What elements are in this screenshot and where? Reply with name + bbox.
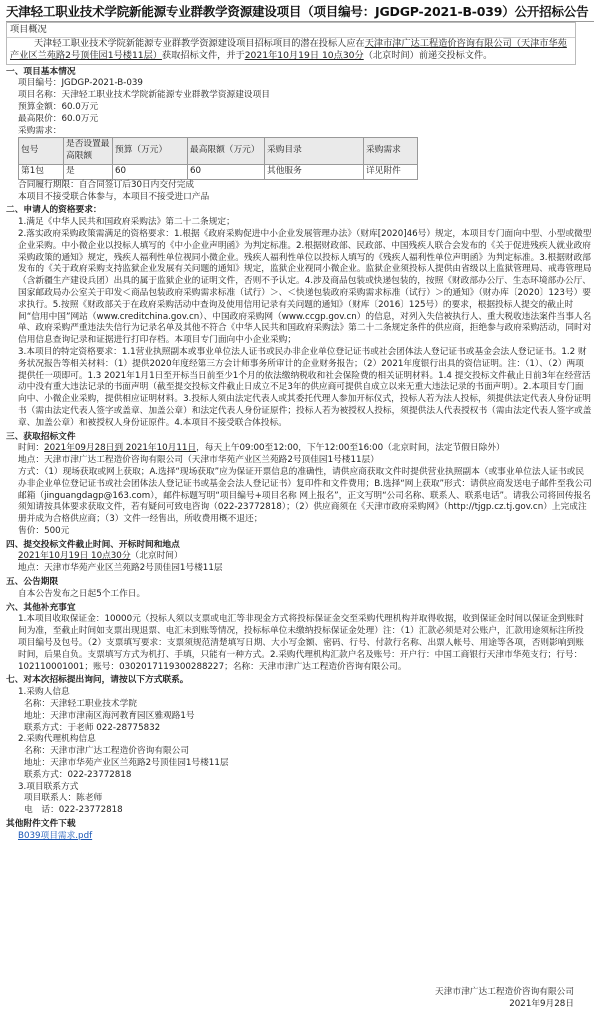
- budget-amount: 预算金额：60.0万元: [18, 102, 99, 112]
- table-header-row: [19, 138, 418, 165]
- table-cell: 第1包: [19, 164, 64, 179]
- overview-part3: （北京时间）前递交投标文件。: [363, 50, 493, 62]
- deadline-time: [6, 551, 592, 563]
- section-heading: 一、项目基本情况: [6, 66, 76, 77]
- qualification-item-1: 1.满足《中华人民共和国政府采购法》第二十二条规定；: [18, 217, 235, 228]
- section-heading: 六、其他补充事宜: [6, 602, 76, 613]
- overview-deadline: 2021年10月19日 10点30分: [244, 50, 364, 62]
- attachment-download-link[interactable]: B039项目需求.pdf: [18, 830, 93, 841]
- table-header: 采购需求: [364, 138, 418, 165]
- obtain-time-label: 时间：: [18, 443, 45, 454]
- qualification-item-3: 3.本项目的特定资格要求：1.1营业执照副本或事业单位法人证书或民办非企业单位登记证书或社会团体法人登记证书或基金会法人登记证书。1.2 财务状况报告等相关材料：（1）提供2020年度经第三方会计师事务所审计的企业财务报告；（2）2021年度银行出具的资信证明。注：（1）、（2）两项提供任一项即可。1.3 2021年1月1日至开标当日前至少1个月的依法缴纳税收和社会保险费的相关证明材料。1.4 提交投标文件截止日前3年在经营活动中没有重大违法记录的书面声明（截至提交投标文件截止日成立不足3年的供应商可提供自成立以来无重大违法记录的书面声明）。2.本项目专门面向中、小微企业采购，提供相应证明材料。3.投标人须由法定代表人或其委托代理人参加开标仪式，投标人若为法人投标，须提供法定代表人身份证明书（需由法定代表人签字或盖章、加盖公章）和法定代表人身份证原件；投标人若为被授权人投标，须提供法人代表授权书（需由法定代表人签字或盖章、加盖公章）和被授权人身份证原件。4.本项目不接受联合体投标。: [18, 346, 592, 428]
- project-contact-phone: 电 话：022-23772818: [24, 805, 123, 816]
- obtain-method: 方式：（1）现场获取或网上获取；A.选择“现场获取”应为保证开票信息的准确性，请供应商获取文件时提供营业执照副本（或事业单位法人证书或民办非企业单位登记证书或社会团体法人登记证书或基金会法人登记证书）复印件和文件费用；B.选择“网上获取”形式：请供应商发送电子邮件至我公司邮箱（jinguangdagp@163.com），邮件标题写明“项目编号+项目名称 网上报名”，正文写明“公司名称、联系人、联系电话”。请我公司将回传报名须知请按具体要求获取文件，若有疑问可致电咨询（022-23772818）；（2）供应商须在《天津市政府采购网》（http://tjgp.cz.tj.gov.cn）上完成注册并成为合格供应商；（3）文件一经售出，所收费用概不退还；: [18, 466, 592, 525]
- document-price: 售价：500元: [18, 525, 70, 536]
- agent-info-label: 2.采购代理机构信息: [18, 734, 96, 745]
- obtain-time: [6, 443, 592, 455]
- section-heading: 五、公告期限: [6, 577, 59, 588]
- project-contact-person: 项目联系人：陈老师: [24, 793, 103, 804]
- overview-part1: 天津轻工职业技术学院新能源专业群教学资源建设项目招标项目的潜在投标人应在: [34, 38, 365, 50]
- procurement-requirement-label: 采购需求：: [18, 125, 62, 136]
- footer-organization: 天津市津广达工程造价咨询有限公司: [435, 987, 574, 997]
- table-row: [19, 164, 418, 179]
- table-header: 包号: [19, 138, 64, 165]
- agent-address: 地址：天津市华苑产业区兰苑路2号顶佳园1号楼11层: [24, 758, 229, 769]
- supplementary-text: 1.本项目收取保证金：10000元（投标人须以支票或电汇等非现金方式将投标保证金交至采购代理机构并取得收据，收到保证金时间以保证金到账时间为准，至截止时间如支票出现退票、电汇未到账等情况，投标标单位未缴纳投标保证金处理）注：（1）汇款必须是对公账户，汇款用途须标注所投项目编号及包号。（2）支票填写要求：支票须规范清楚填写日期、大小写金额、密码、行号、付款行名称、出票人帐号、用途等各项，否则影响到账时间，后果自负。支票填写方式为机打、手填，只能有一种方式。2.采购代理机构汇款户名及账号：开户行：中国工商银行天津市华苑支行；行号：102110001001；账号：0302017119300288227；名称：天津市津广达工程造价咨询有限公司。: [18, 614, 584, 672]
- buyer-info-label: 1.采购人信息: [18, 687, 70, 698]
- agent-contact: 联系方式：022-23772818: [24, 769, 132, 780]
- contract-period: 合同履行期限：自合同签订后30日内交付完成: [18, 179, 195, 190]
- deadline-suffix: （北京时间）: [130, 551, 183, 562]
- consortium-note: 本项目不接受联合体参与，本项目不接受进口产品: [18, 191, 210, 202]
- table-header: 是否设置最高限额: [64, 138, 113, 165]
- section-heading: 二、申请人的资格要求：: [6, 205, 102, 216]
- obtain-place: 地点：天津市津广达工程造价咨询有限公司（天津市华苑产业区兰苑路2号顶佳园1号楼11层）: [18, 455, 379, 466]
- project-name: 项目名称：天津轻工职业技术学院新能源专业群教学资源建设项目: [18, 90, 270, 101]
- buyer-name: 名称：天津轻工职业技术学院: [24, 699, 137, 710]
- announcement-content: [0, 67, 600, 843]
- section-heading: 七、对本次招标提出询问，请按以下方式联系。: [6, 675, 189, 686]
- overview-label: 项目概况: [7, 23, 575, 38]
- footer-signature: [435, 986, 574, 1010]
- table-cell: 60: [113, 164, 188, 179]
- table-cell: 详见附件: [364, 164, 418, 179]
- footer-date: 2021年9月28日: [509, 999, 574, 1009]
- project-overview-box: [6, 22, 576, 65]
- project-code: 项目编号：JGDGP-2021-B-039: [18, 78, 143, 89]
- table-cell: 其他服务: [265, 164, 364, 179]
- obtain-time-rest: ，每天上午09:00至12:00，下午12:00至16:00（北京时间，法定节假日除外）: [196, 443, 505, 454]
- project-contact-label: 3.项目联系方式: [18, 781, 79, 792]
- deadline-value: 2021年10月19日 10点30分: [18, 551, 131, 562]
- overview-location: 天津市津广达工程造价咨询有限公司（天津市华苑产业区兰苑路2号顶佳园1号楼11层）: [10, 38, 567, 62]
- attachment-heading: 其他附件文件下载: [6, 819, 76, 830]
- max-price: 最高限价：60.0万元: [18, 113, 99, 124]
- buyer-address: 地址：天津市津南区海河教育园区雅观路1号: [24, 710, 195, 721]
- table-header: 采购目录: [265, 138, 364, 165]
- section-heading: 三、获取招标文件: [6, 431, 76, 442]
- overview-text: [7, 38, 575, 63]
- table-header: 预算（万元）: [113, 138, 188, 165]
- page-title: 天津轻工职业技术学院新能源专业群教学资源建设项目（项目编号：JGDGP-2021-B-039）公开招标公告: [6, 4, 589, 19]
- overview-part2: 获取招标文件，并于: [162, 50, 245, 62]
- opening-place: 地点：天津市华苑产业区兰苑路2号顶佳园1号楼11层: [18, 563, 223, 574]
- buyer-contact: 联系方式：于老师 022-28775832: [24, 722, 161, 733]
- qualification-item-2: 2.落实政府采购政策需满足的资格要求：1.根据《政府采购促进中小企业发展管理办法》（财库[2020]46号）规定，本项目专门面向中型、小型或微型企业采购。中小微企业以投标人填写的《中小企业声明函》为判定标准。2.根据财政部、民政部、中国残疾人联合会发布的《关于促进残疾人就业政府采购政策的通知》规定，残疾人福利性单位视同小微企业。残疾人福利性单位以投标人填写的《残疾人福利性单位声明函》为判定标准。3.根据财政部发布的《关于政府采购支持监狱企业发展有关问题的通知》规定，监狱企业视同小微企业。监狱企业须投标人提供由省级以上监狱管理局、戒毒管理局（含新疆生产建设兵团）出具的属于监狱企业的证明文件，否则不予认定。4.涉及商品包装或快递包装的，按照《财政部办公厅、生态环境部办公厅、国家邮政局办公室关于印发＜商品包装政府采购需求标准（试行）＞、＜快递包装政府采购需求标准（试行）＞的通知》（财办库〔2020〕123号）要求执行。5.按照《财政部关于在政府采购活动中查询及使用信用记录有关问题的通知》（财库〔2016〕125号）的要求，根据投标人提交的截止时间“信用中国”网站（www.creditchina.gov.cn）、中国政府采购网（www.ccgp.gov.cn）的信息，对列入失信被执行人、重大税收违法案件当事人名单、政府采购严重违法失信行为记录名单及其他不符合《中华人民共和国政府采购法》第二十二条规定条件的供应商，拒绝参与政府采购活动，同时对信用信息查询记录和证据进行打印存档。本项目专门面向中小企业采购；: [18, 228, 592, 346]
- package-table: [18, 137, 418, 179]
- section-heading: 四、提交投标文件截止时间、开标时间和地点: [6, 539, 180, 550]
- obtain-time-value: 2021年09月28日到 2021年10月11日: [44, 443, 197, 454]
- table-cell: 是: [64, 164, 113, 179]
- attachment-list: [6, 831, 592, 843]
- agent-name: 名称：天津市津广达工程造价咨询有限公司: [24, 746, 190, 757]
- table-cell: 60: [188, 164, 265, 179]
- table-header: 最高限额（万元）: [188, 138, 265, 165]
- notice-period: 自本公告发布之日起5个工作日。: [18, 588, 146, 599]
